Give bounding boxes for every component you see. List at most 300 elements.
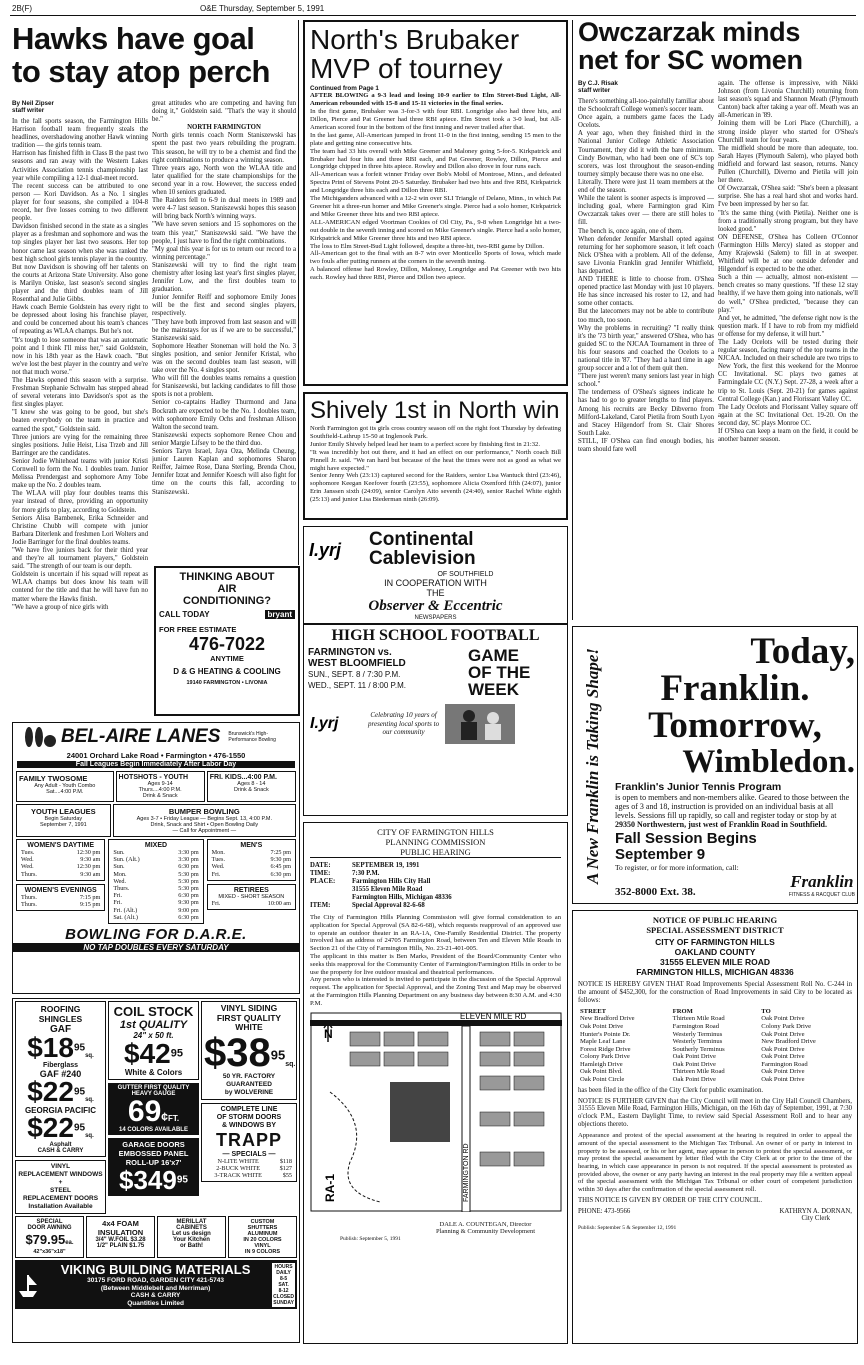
schedule-day: Sat. (Alt.) <box>113 913 138 921</box>
league-row <box>19 894 102 901</box>
bel-aire-lanes-ad <box>12 722 300 994</box>
vs-title: VINYL SIDING FIRST QUALITY WHITE <box>216 1003 282 1032</box>
brubaker-body: In the first game, Brubaker was 3-for-3 with four RBI. Longridge also had three hits, and Dillon, Pierce and Pat Greener had three RBI apiece. Elm Street took a 3-0 lead, but All-American scored four in the bottom of the first inning and never trailed after that. In the last game, All-American jumped in front 11-0 in the first inning, sending 15 men to the plate and getting nine consecutive hits. The team had 33 hits overall with Mike Greener and Maloney going 5-for-5. Kirkpatrick and Brubaker had four hits and three RBI each, and Pat Greener, Rowley, Dillon, Pierce and Longridge chipped in three hits apiece. Rowley and Dillon also drove in four runs each. All-American was a forfeit winner Friday over Bob's Mobil of Montrose, Minn., and defeated Spectra Print of Stevens Point 20-5 Saturday. Brubaker had two hits and five RBI, Kirkpatrick and Longridge three hits each and Dillon three RBI. The Michiganders advanced with a 12-2 win over SLI Triangle of Delano, Minn., in which Pat Greener hit a three-run homer and Mike Greener's single. Pierce had a solo homer, Kirkpatrick and Mike Greener three hits and two RBI apiece. ALL-AMERICAN edged Voortman Cookies of Oil City, Pa., 9-8 when Longridge hit a two-out double in the seventh inning and scored on Mike Greener's single. Pierce had a solo homer, Kirkpatrick and Mike Greener three hits and two RBI apiece. The loss to Elm Street-Bud Light followed, despite a three-hit, two-RBI game by Dillon. All-American got to the final with an 8-7 win over Monticello Sports of Iowa, which made two fouls after putting runners at the corners in the seventh inning. A balanced offense had Rowley, Dillon, Maloney, Longridge and Pat Greener with two hits each. Rowley had three RBI, Pierce and Dillon two apiece. <box>310 108 561 282</box>
cable-title: Continental Cablevision <box>369 529 476 569</box>
schedule-day: Sun. <box>113 863 125 871</box>
bel-aire-name: BEL-AIRE LANES <box>61 726 221 747</box>
cs-cents: 95 <box>170 1047 183 1060</box>
mens-leagues <box>207 839 296 881</box>
an-p4: Appearance and protest of the special assessment at the hearing is required in order to appeal the amount of the special assessment to the Michigan Tax Tribunal. An owner of or party in interest in property to be assessed, or his or her agent, may appear in person to protest the special assessment, or may protest the special assessment by letter filed with the City Clerk at or prior to the time of the hearing, in which case appearance in person is not required. If the special assessment is protested as provided above, the owner or any party having an interest in the real property may file a written appeal of the special assessment with the Michigan Tax Tribunal or other court of competent jurisdiction within 30 days after the confirmation of the special assessment roll. <box>578 1132 852 1194</box>
sd-size: 42"x36"x18" <box>33 1249 66 1255</box>
table-cell: Oak Point Circle <box>580 1076 625 1084</box>
door-awning <box>15 1216 84 1258</box>
table-cell: Colony Park Drive <box>580 1053 630 1061</box>
table-cell: Oak Point Drive <box>761 1015 805 1023</box>
brubaker-article <box>303 20 568 386</box>
cable-logo-small-icon <box>308 702 368 746</box>
foam-insulation <box>86 1216 155 1258</box>
pn-item: Special Approval 82-6-68 <box>352 902 425 909</box>
masthead: O&E Thursday, September 5, 1991 <box>200 4 325 13</box>
schedule-time: 9:30 pm <box>270 856 291 864</box>
fi-title: 4x4 FOAM INSULATION <box>97 1219 144 1237</box>
rs-title: ROOFING SHINGLES <box>38 1004 83 1024</box>
map-road1: ELEVEN MILE RD <box>460 1011 527 1021</box>
hawks-col2 <box>152 100 296 560</box>
brubaker-continued: Continued from Page 1 <box>310 85 379 92</box>
hs-detail: Ages 9-14 Thurs....4:00 P.M. Drink & Snack <box>138 781 182 799</box>
franklin-address: 29350 Northwestern, just west of Franklin Road in Southfield. <box>615 820 828 829</box>
viking-ship-icon <box>17 1271 39 1299</box>
table-header <box>578 1008 852 1016</box>
shively-headline: Shively 1st in North win <box>310 397 560 424</box>
fi-prices: 3/4" W.FOIL $3.28 1/2" PLAIN $1.75 <box>95 1237 146 1249</box>
table-cell: Thirteen Mile Road <box>672 1068 725 1076</box>
gaf-label: GAF <box>49 1024 72 1035</box>
bumper-bowling <box>113 804 296 837</box>
schedule-day: Sun. <box>113 849 125 856</box>
trapp-logo: TRAPP <box>215 1129 282 1150</box>
hawks-byline: By Neil Zipser staff writer <box>12 100 54 115</box>
map-zone: RA-1 <box>323 1173 337 1202</box>
coil-stock <box>108 1001 199 1080</box>
table-cell: Hamleigh Drive <box>580 1060 623 1068</box>
table-cell: Westerly Terminus <box>672 1030 723 1038</box>
table-cell: Oak Point Drive <box>672 1053 716 1061</box>
hotshots <box>116 771 205 802</box>
cable-matchup: FARMINGTON vs. WEST BLOOMFIELD <box>308 647 406 669</box>
gp-unit: sq. <box>85 1133 94 1139</box>
viking-footer <box>15 1260 297 1309</box>
schedule-time: $55 <box>282 1171 292 1179</box>
franklin-fall-session: Fall Session Begins September 9 <box>615 830 757 863</box>
schedule-time: 9:30 pm <box>178 899 199 907</box>
hawks-subhead: NORTH FARMINGTON <box>187 124 261 132</box>
gaf-price: $18 <box>27 1032 74 1063</box>
schedule-day: 3-TRACK WHITE <box>214 1171 262 1179</box>
league-row <box>111 899 200 906</box>
table-row <box>578 1031 852 1039</box>
league-row <box>19 901 102 908</box>
mc-text: MERILLAT CABINETS Let us design Your Kitchen or Bath! <box>172 1219 211 1249</box>
vs-warranty: 50 YR. FACTORY GUARANTEED by WOLVERINE <box>222 1072 276 1096</box>
womens-evenings <box>16 884 105 911</box>
schedule-day: Thurs. <box>21 870 37 878</box>
dg-heating-ad <box>154 566 300 716</box>
gaf240-unit: sq. <box>85 1097 94 1103</box>
svg-text:I.yrj: I.yrj <box>309 540 342 560</box>
asphalt-label: Asphalt CASH & CARRY <box>37 1142 84 1154</box>
league-row <box>210 871 293 878</box>
pn-place: Farmington Hills City Hall 31555 Eleven Mile Road Farmington Hills, Michigan 48336 <box>352 878 452 901</box>
dg-phone: 476-7022 <box>188 634 266 654</box>
schedule-day: Fri. (Alt.) <box>113 906 138 914</box>
brubaker-lead: AFTER BLOWING a 9-3 lead and losing 10-9 earlier to Elm Street-Bud Light, All-American rebounded with 15-8 and 15-11 victories in the final series. <box>310 92 561 108</box>
franklin-logo: Franklin <box>790 872 854 891</box>
viking-hours: HOURS DAILY 8-5 SAT. 8-12 CLOSED SUNDAY <box>273 1263 294 1306</box>
league-row <box>19 849 102 856</box>
table-cell: Oak Point Drive <box>580 1022 624 1030</box>
franklin-club: FITNESS & RACQUET CLUB <box>788 892 855 898</box>
table-row <box>578 1061 852 1069</box>
an-street-table <box>578 1008 852 1084</box>
league-row <box>19 871 102 878</box>
league-row <box>210 900 293 907</box>
an-p5: THIS NOTICE IS GIVEN BY ORDER OF THE CITY COUNCIL. <box>578 1196 763 1204</box>
owczarzak-headline: Owczarzak minds net for SC women <box>578 18 803 74</box>
schedule-time: 9:15 pm <box>79 901 101 909</box>
league-row <box>111 892 200 899</box>
viking-name: VIKING BUILDING MATERIALS <box>60 1262 251 1277</box>
schedule-day: Mon. <box>113 870 127 878</box>
pn-time: 7:30 P.M. <box>352 870 380 877</box>
franklin-franklin: Franklin. <box>660 668 810 709</box>
gaf-unit: sq. <box>85 1053 94 1059</box>
shively-article <box>303 392 568 520</box>
vr-text: VINYL REPLACEMENT WINDOWS + STEEL REPLACEMENT DOORS Installation Available <box>18 1163 103 1210</box>
cs-quality: 1st QUALITY <box>119 1019 188 1031</box>
cs-colors: White & Colors <box>124 1068 183 1077</box>
cu-text: CUSTOM SHUTTERS ALUMINUM IN 20 COLORS VINYL IN 9 COLORS <box>243 1219 282 1255</box>
schedule-time: $127 <box>279 1164 292 1172</box>
an-title: NOTICE OF PUBLIC HEARING SPECIAL ASSESSMENT DISTRICT <box>646 915 784 935</box>
pn-public-hearing: PUBLIC HEARING <box>310 847 561 858</box>
vinyl-siding <box>201 1001 297 1100</box>
franklin-tomorrow: Tomorrow, <box>648 705 822 746</box>
schedule-day: Fri. <box>113 899 123 907</box>
garage-doors <box>108 1138 199 1196</box>
franklin-wimbledon: Wimbledon. <box>682 744 855 780</box>
no-tap-doubles: NO TAP DOUBLES EVERY SATURDAY <box>13 943 299 952</box>
schedule-day: Mon. <box>211 849 225 856</box>
table-row <box>578 1015 852 1023</box>
storm-doors <box>201 1103 297 1183</box>
zoning-map <box>310 1012 562 1212</box>
schedule-time: 3:30 pm <box>178 849 199 856</box>
schedule-day: N-LITE WHITE <box>217 1157 259 1165</box>
franklin-register: To register, or for more information, call: <box>615 863 739 872</box>
hawks-col1: In the fall sports season, the Farmington Hills Harrison football team frequently steals the headlines, overshadowing another Hawk winning tradition — the girls tennis team. Harrison has finished fifth in Class B the past two seasons and ran away with the Western Lakes Activities Association tennis championship last year while compiling a 12-1 dual-meet record. The recent success can be attributed to one person — Kori Davidson. As a No. 1 singles player for four seasons, she compiled a 104-8 record, her five losses coming to two different people. Davidson finished second in the state as a singles player as a freshman and sophomore and was the top singles player her last two seasons. Her top honor came last season when she was ranked the best high school girls tennis player in the country. But now Davidson is showing off her talents on the courts at Arizona State University. Also gone is Marilyn Oniske, last season's second singles player and the third doubles team of Jill Rosenthal and Julie Gibbs. Hawk coach Bernie Goldstein has every right to be depressed about losing his franchise player, and could be concerned about his team's chances of repeating as WLAA champs. But he's not. "It's tough to lose someone that was an automatic point and I think I'll miss her," said Goldstein, now in his 18th year as the Hawk coach. "But we've lost the best player in the country and we're not that much worse." The Hawks opened this season with a surprise. Freshman Stephanie Schwalm has stepped ahead of several veterans into Davidson's spot as the first singles player. "I knew she was going to be good, but she's beaten everybody on the team in practice and earned the spot," Goldstein said. Three juniors are vying for the remaining three singles positions. Julie Heist, Lisa Trzeb and Jill Barringer are the candidates. Senior Jodie Whitehead teams with junior Kristi Cornwell to form the No. 1 doubles team. Junior Melissa Prendergast and sophomore Amy Tobe make up the No. 2 doubles team. The WLAA will play four doubles teams this year instead of three, providing an opportunity for more girls to play, according to Goldstein. Seniors Alisa Bambenek, Erika Schneider and Christine Chubb will compete with junior Barbara Diterlenk and freshmen Lori Wolters and Jodie Barringer for the final doubles teams. "We have five juniors back for their third year and they're all tournament players," Goldstein said. "The strength of our team is our depth. Goldstein is uncertain if his squad will repeat as WLAA champs but does know his team will contend for the title and that he will have fun no matter where the Hawks finish. "We have a group of nice girls with <box>12 118 148 611</box>
cs-price: $42 <box>124 1038 171 1069</box>
gaf-cents: 95 <box>73 1042 86 1054</box>
schedule-day: Fri. <box>211 899 221 907</box>
page-number: 2B(F) <box>12 4 32 13</box>
gp-price: $22 <box>27 1112 74 1143</box>
yl-title: YOUTH LEAGUES <box>31 807 96 816</box>
trapp-table <box>204 1158 294 1180</box>
an-phone: PHONE: 473-9566 <box>578 1207 631 1215</box>
an-city: CITY OF FARMINGTON HILLS OAKLAND COUNTY 31555 ELEVEN MILE ROAD FARMINGTON HILLS, MICHIGAN 48336 <box>636 937 794 977</box>
league-row <box>111 885 200 892</box>
fri-kids <box>207 771 296 802</box>
assessment-notice <box>572 910 858 1344</box>
league-row <box>210 849 293 856</box>
league-row <box>111 907 200 914</box>
fiberglass-label: Fiberglass <box>42 1062 78 1069</box>
bel-aire-address: 24001 Orchard Lake Road • Farmington • 476-1550 <box>66 751 246 760</box>
table-row <box>578 1023 852 1031</box>
vs-unit: sq. <box>285 1060 296 1068</box>
cable-paper: Observer & Eccentric <box>368 598 503 614</box>
womens-daytime <box>16 839 105 881</box>
schedule-time: 6:30 pm <box>270 870 291 878</box>
hawks-headline: Hawks have goal to stay atop perch <box>12 22 270 88</box>
league-row <box>111 856 200 863</box>
bb-title: BUMPER BOWLING <box>168 807 240 816</box>
table-cell: Oak Point Drive <box>761 1045 805 1053</box>
table-cell: Forest Ridge Drive <box>580 1045 631 1053</box>
mn-title: MEN'S <box>240 842 263 849</box>
vs-cents: 95 <box>270 1047 286 1063</box>
gd-title: GARAGE DOORS EMBOSSED PANEL ROLL-UP 16'x7' <box>118 1140 189 1167</box>
gaf240-price: $22 <box>27 1076 74 1107</box>
schedule-day: Tues. <box>211 856 226 864</box>
dg-call-today: CALL TODAY <box>159 610 210 619</box>
gut-cents: ¢ <box>161 1110 168 1124</box>
dg-headline: THINKING ABOUT AIR CONDITIONING? <box>179 571 275 607</box>
dg-free-estimate: FOR FREE ESTIMATE <box>159 625 237 634</box>
owczarzak-col2: again. The offense is impressive, with Nikki Johnson (from Livonia Churchill) returning from last season's squad and Shannon Meath (Plymouth Canton) back after taking a year off. Meath was an all-American in '89. Joining them will be Lori Place (Churchill), a strong inside player who started for O'Shea's Churchill team for four years. The midfield should be more than adequate, too. Sarah Hayes (Plymouth Salem), who played both midfield and forward last season, returns. Nancy Pullen (Churchill), Diverno and Pietila will join her there. Of Owczarzak, O'Shea said: "She's been a pleasant surprise. She has a real hard shot and works hard. I've been impressed by her so far. "It's the same thing (with Pietila). Neither one is from a traditionally strong program, but they have looked good." ON DEFENSE, O'Shea has Colleen O'Connor (Farmington Hills Mercy) slated as stopper and Amy Krajewski (Salem) to fill in at sweeper. Whitfield will be at one outside defender and Hilgendorf is expected to be the other. Such a thin — actually, almost non-existent — bench creates so many questions. "If these 12 stay healthy, if we have them going into nationals, we'll do well," O'Shea predicted, "because they can play." And yet, he admitted, "the defense right now is the question mark. If I have to rob from my midfield or offense for my defense, it will hurt." The Lady Ocelots will be tested during their regular season, facing many of the top teams in the NJCAA. Included on their schedule are two trips to New York, the first this weekend for the Monroe CC Invitational. SC plays two games at Farmingdale CC (N.Y.) Sept. 27-28, a week after a trip to St. Louis (Sept. 20-21) for games against Central College (Kan.) and Florissant Valley CC. The Lady Ocelots and Florissant Valley square off again at the SC Invitational Oct. 19-20. On the second day, SC plays Monroe CC. If O'Shea can keep a team on the field, it could be another banner season. <box>718 80 858 444</box>
an-signature: KATHRYN A. DORNAN, City Clerk <box>779 1207 852 1222</box>
an-p2: has been filed in the office of the City Clerk for public examination. <box>578 1086 764 1094</box>
pn-label-item: ITEM: <box>310 902 331 909</box>
schedule-day: Tues. <box>21 849 35 856</box>
gut-unit: FT. <box>167 1114 180 1123</box>
schedule-day: Wed. <box>113 877 127 885</box>
we-title: WOMEN'S EVENINGS <box>24 886 97 894</box>
column-header: FROM <box>672 1007 693 1015</box>
schedule-day: 2-BUCK WHITE <box>216 1164 260 1172</box>
custom-shutters <box>228 1216 297 1258</box>
mn-table <box>210 849 293 878</box>
cable-dates: SUN., SEPT. 8 / 7:30 P.M. WED., SEPT. 11 / 8:00 P.M. <box>308 670 406 690</box>
hs-title: HOTSHOTS - YOUTH <box>118 774 189 781</box>
table-cell: Oak Point Drive <box>672 1060 716 1068</box>
gd-price: $349 <box>119 1165 177 1195</box>
cablevision-ad <box>303 526 568 816</box>
viking-ad <box>12 998 300 1343</box>
schedule-day: Wed. <box>211 863 225 871</box>
an-p1: NOTICE IS HEREBY GIVEN THAT Road Improvements Special Assessment Roll No. C-244 in the amount of $452,300, for the construction of Road Improvements in said City to be located as follows: <box>578 981 852 1004</box>
table-cell: Oak Point Drive <box>761 1030 805 1038</box>
franklin-body: is open to members and non-members alike. Geared to those between the ages of 3 and 18, instruction is provided on an individual basis at all levels. Sessions fill up rapidly, so call and register today or stop by at <box>615 793 850 820</box>
schedule-time: 7:25 pm <box>270 849 291 856</box>
schedule-day: Thurs. <box>113 885 130 893</box>
an-publish: Publish: September 5 & September 12, 1991 <box>578 1224 677 1231</box>
pn-label-time: TIME: <box>310 870 331 877</box>
an-p3: NOTICE IS FURTHER GIVEN that the City Council will meet in the City Hall Council Chambers, 31555 Eleven Mile Road, Farmington Hills, Michigan, on the 16th day of September, 1991, at 7:30 o'clock P.M., Eastern Daylight Time, to review said Special Assessment Roll and to hear any objections thereto. <box>578 1097 852 1129</box>
league-row <box>210 863 293 870</box>
schedule-time: 5:30 pm <box>178 877 199 885</box>
special-row <box>204 1165 294 1172</box>
we-table <box>19 894 102 908</box>
schedule-time: $118 <box>279 1157 292 1165</box>
schedule-time: 6:30 pm <box>178 892 199 900</box>
table-row <box>578 1076 852 1084</box>
league-row <box>111 871 200 878</box>
schedule-day: Thurs. <box>21 893 37 901</box>
table-cell: Southerly Terminus <box>672 1045 725 1053</box>
pn-publish: Publish: September 5, 1991 <box>340 1235 401 1242</box>
cs-title: COIL STOCK <box>113 1004 194 1019</box>
table-cell: Westerly Terminus <box>672 1038 723 1046</box>
pn-date: SEPTEMBER 19, 1991 <box>352 862 420 869</box>
column-header: TO <box>761 1007 771 1015</box>
schedule-time: 3:30 pm <box>178 856 199 864</box>
bel-aire-fall: Fall Leagues Begin Immediately After Labor Day <box>17 761 295 768</box>
franklin-side-slogan: A New Franklin is Taking Shape! <box>583 647 602 885</box>
schedule-time: 9:30 am <box>80 870 101 878</box>
rt-detail: MIXED - SHORT SEASON <box>218 893 285 900</box>
schedule-time: 7:15 pm <box>79 893 101 901</box>
dg-company: D & G HEATING & COOLING <box>173 667 281 676</box>
pn-label-place: PLACE: <box>310 878 336 885</box>
cable-cooperation: IN COOPERATION WITH THE <box>384 578 487 598</box>
table-cell: Oak Point Drive <box>761 1076 805 1084</box>
schedule-time: 6:45 pm <box>270 863 291 871</box>
bel-aire-tagline: Brunswick's High-Performance Bowling <box>228 731 276 743</box>
schedule-day: Sun. (Alt.) <box>113 856 140 864</box>
gut-colors: 14 COLORS AVAILABLE <box>119 1127 188 1133</box>
hawks-col2-top: great attitudes who are competing and having fun doing it," Goldstein said. "That's the way it should be." <box>152 100 296 124</box>
cable-gotw: GAME OF THE WEEK <box>468 646 531 699</box>
map-road2: FARMINGTON RD <box>463 1142 470 1202</box>
cable-celebrating: Celebrating 10 years of presenting local sports to our community <box>368 711 440 737</box>
table-cell: Oak Point Drive <box>761 1053 805 1061</box>
owczarzak-col1: There's something all-too-painfully familiar about the Schoolcraft College women's soccer team. Once again, a numbers game faces the Lady Ocelots. A year ago, when they finished third in the National Junior College Athletic Association Tournament, they did it with the bare minimum. Cindy Bowman, who had been one of SC's top scorers, was lost throughout the season-ending tourney simply because there was no one else. Literally. There were just 11 team members at the end of the season. While the talent is sooner aspects is improved — including goal, where Farmington grad Kim Owczarzak takes over — there are still holes to fill. The bench is, once again, one of them. When defender Jennifer Marshall opted against returning for her sophomore season, it left coach Nick O'Shea with a problem. All of the defense, save Livonia Franklin grad Jennifer Whitfield, has departed. AND THERE is little to choose from. O'Shea opened practice last Monday with just 10 players. He has since increased his roster to 12, and had some other contacts. But the latecomers may not be able to contribute too much, too soon. Why the problems in recruiting? "I really think it's the '73 birth year," answered O'Shea, who has guided SC to the NJCAA Tournament in three of his four seasons and coached the Ocelots to a national title in '87. "They had a hard time in age group soccer and a lot of them quit then. "There just weren't many seniors last year in high school." The tenderness of O'Shea's signees indicate he has had to go to greater lengths to find players. Among his recruits are Becky Dibverno from Milford-Lakeland, Carol Pietila from South Lyon and Stacey Hilgendorf from St. Clair Shores South Lake. STILL, IF O'Shea can find enough bodies, his team should fare well <box>578 98 714 454</box>
vs-price: $38 <box>204 1030 271 1075</box>
georgia-pacific-label: GEORGIA PACIFIC <box>24 1106 97 1115</box>
table-row <box>578 1053 852 1061</box>
schedule-time: 12:30 pm <box>76 863 101 871</box>
yl-detail: Begin Saturday September 7, 1991 <box>39 816 87 828</box>
cable-sub: OF SOUTHFIELD <box>437 571 494 578</box>
cable-newspapers: NEWSPAPERS <box>414 615 457 621</box>
table-row <box>578 1068 852 1076</box>
gutter <box>108 1083 199 1135</box>
table-cell: Colony Park Drive <box>761 1022 812 1030</box>
table-cell: Thirteen Mile Road <box>672 1015 725 1023</box>
fk-title: FRI. KIDS...4:00 P.M. <box>209 774 277 781</box>
bryant-logo: bryant <box>265 610 295 619</box>
fk-detail: Ages 8 - 14 Drink & Snack <box>233 781 269 793</box>
brubaker-headline: North's Brubaker MVP of tourney <box>310 24 520 84</box>
subject-property <box>390 1082 450 1142</box>
cl-text: COMPLETE LINE OF STORM DOORS & WINDOWS BY <box>216 1105 282 1129</box>
league-row <box>111 863 200 870</box>
mx-table <box>111 849 200 921</box>
franklin-ad <box>572 626 858 904</box>
league-row <box>111 849 200 856</box>
league-row <box>210 856 293 863</box>
youth-leagues <box>16 804 111 837</box>
schedule-time: 6:30 pm <box>178 913 199 921</box>
wd-title: WOMEN'S DAYTIME <box>27 842 95 849</box>
table-cell: Oak Point Blvd. <box>580 1068 623 1076</box>
table-cell: Maple Leaf Lane <box>580 1038 626 1046</box>
league-row <box>19 863 102 870</box>
schedule-day: Fri. <box>113 892 123 900</box>
pn-city: CITY OF FARMINGTON HILLS PLANNING COMMISSION <box>377 827 494 847</box>
table-cell: Hunter's Pointe Dr. <box>580 1030 631 1038</box>
league-row <box>19 856 102 863</box>
hawks-col2-body: North girls tennis coach Norm Staniszewski has spent the past two years rebuilding the program. This season, he will try to be a chemist and find the right combinations to produce a winning season. Three years ago, North won the WLAA title and later qualified for the state championships for the second year in a row. However, the success ended when 10 seniors graduated. The Raiders fell to 6-9 in dual meets in 1989 and were 4-7 last season. Staniszewski hopes this season will bring back North's winning ways. "We have seven seniors and 15 sophomores on the team this year," Staniszewski said. "We have the people, I just have to find the right combinations. "My goal this year is for us to return our record to a winning percentage." Staniszewski will try to find the right team chemistry after losing last year's first singles player, Jennifer Low, and the first doubles team to graduation. Junior Jennifer Reiff and sophomore Emily Jones will be the first and second singles players, respectively. "They have both improved from last season and will be the mainstays for us if we are to be successful," Staniszewski said. Sophomore Heather Stoneman will hold the No. 3 singles position, and senior Jennifer Kristal, who was on the second doubles team last season, will take over the No. 4 singles spot. Who will fill the doubles teams remains a question for Staniszewski, but lacking candidates to fill those spots is not a problem. Senior co-captains Hadley Thurmond and Jana Bockrath are expected to be the No. 1 doubles team, with sophomore Emily Ochs and freshman Allison Walton the second team. Staniszewski expects sophomore Renee Chou and senior Margie Lifsey to be the third duo. Seniors Taryn Israel, Jaya Oza, Melinda Cheung, junior Lauren Kaplan and sophomores Sharon Reiffer, Jaimee Rose, Dana Sterling, Brenda Chou, Jennifer Izzat and Jennifer Koesch will also fight for time on the courts this fall, according to Staniszewski. <box>152 132 296 496</box>
football-players-photo <box>439 702 519 746</box>
franklin-phone: 352-8000 Ext. 38. <box>615 886 696 898</box>
schedule-day: Thurs. <box>21 901 37 909</box>
table-row <box>578 1038 852 1046</box>
gaf240-cents: 95 <box>73 1086 86 1098</box>
gaf240-label: GAF #240 <box>39 1069 82 1079</box>
pn-body: The City of Farmington Hills Planning Commission will give formal consideration to an application for Special Approval (SA 82-6-68), which requests reapproval of an approved use to operate an outdoor theater in an RA-1A, One-Family Residential District. The property involved has an address of 24705 Farmington Road, between Ten and Eleven Mile Roads in Section 21 of the City of Farmington Hills, No. 23-21-401-005. The applicant in this matter is Ben Marks, President of the Board/Community Center who seeks this reapproval for the Community Center of Farmington/Farmington Hills in order to be use the property for live outdoor musical and theatrical performances. Any person who is interested is invited to participate in the discussion of the Special Approval request. The application for Special Approval, and the Zoning Text and Map may be observed at the Farmington Hills Planning Department on any business day between 8:30 A.M. and 4:30 P.M. <box>310 914 561 1007</box>
table-cell: Oak Point Drive <box>672 1076 716 1084</box>
table-cell: New Bradford Drive <box>761 1038 816 1046</box>
cs-size: 24" x 50 ft. <box>133 1031 174 1040</box>
bb-detail: Ages 3-7 • Friday League — Begins Sept. 13, 4:00 P.M. Drink, Snack and Shirt • Open Bowling Daily — Call for Appointment — <box>136 816 273 834</box>
map-north: N <box>324 1026 333 1041</box>
owczarzak-byline: By C.J. Risak staff writer <box>578 80 618 95</box>
sd-unit: ea. <box>65 1240 74 1246</box>
gp-cents: 95 <box>73 1122 86 1134</box>
wd-table <box>19 849 102 878</box>
gut-title: GUTTER FIRST QUALITY HEAVY GAUGE <box>117 1085 190 1097</box>
schedule-day: Wed. <box>21 863 34 871</box>
league-row <box>111 914 200 921</box>
schedule-day: Wed. <box>21 856 34 864</box>
planning-notice <box>303 822 568 1344</box>
ft-detail: Any Adult - Youth Combo Sat....4:00 P.M. <box>34 783 96 795</box>
sd-title: SPECIAL DOOR AWNING <box>27 1219 72 1231</box>
rt-table <box>210 900 293 907</box>
column-header: STREET <box>580 1007 607 1015</box>
table-cell: Farmington Road <box>761 1060 808 1068</box>
schedule-time: 5:30 pm <box>178 885 199 893</box>
mixed-leagues <box>108 839 203 924</box>
table-cell: Oak Point Drive <box>761 1068 805 1076</box>
special-row <box>204 1172 294 1179</box>
cablevision-logo-icon <box>307 536 363 562</box>
bowling-for-dare: BOWLING FOR D.A.R.E. <box>65 926 247 944</box>
schedule-day: Fri. <box>211 870 221 878</box>
table-row <box>578 1046 852 1054</box>
ft-title: FAMILY TWOSOME <box>19 774 88 783</box>
schedule-time: 5:30 pm <box>178 870 199 878</box>
schedule-time: 9:30 am <box>80 856 101 864</box>
league-row <box>111 878 200 885</box>
viking-address: 30175 FORD ROAD, GARDEN CITY 421-5743 (Between Middlebelt and Merriman) CASH & CARRY Quantities Limited <box>87 1277 224 1307</box>
special-row <box>204 1158 294 1165</box>
franklin-today: Today, <box>750 633 855 672</box>
dg-address: 19140 FARMINGTON • LIVONIA <box>186 680 268 686</box>
schedule-time: 12:30 pm <box>76 849 101 856</box>
pn-signature: DALE A. COUNTEGAN, Director Planning & Community Development <box>435 1220 536 1236</box>
mx-title: MIXED <box>144 842 168 849</box>
merillat-cabinets <box>157 1216 226 1258</box>
schedule-time: 10:00 am <box>267 899 291 907</box>
vinyl-replacement <box>15 1160 106 1214</box>
table-cell: Farmington Road <box>672 1022 720 1030</box>
cable-hsf: HIGH SCHOOL FOOTBALL <box>304 623 567 645</box>
shively-body: North Farmington got its girls cross country season off on the right foot Thursday by defeating Southfield-Lathrup 15-50 at Inglenook Park. Junior Emily Shively helped lead her team to a perfect score by finishing first in 21:32. "It was incredibly hot out there, and it had an effect on our performance," North coach Bill Pinnell Jr. said. "We ran hard but because of the heat the times were not as good as what we might have expected." Senior Jenny Weh (23:13) captured second for the Raiders, senior Lisa Wantuck third (23:46), sophomore Keegan Keefover fourth (23:55), sophomore Alicia Oxenford fifth (24:07), junior Erin Janssen sixth (24:09), senior Carolyn Atto seventh (24:40), senior Rachel White eighth (25:13) and junior Lisa Biederman ninth (26:09). <box>310 425 561 504</box>
trapp-specials: — SPECIALS — <box>222 1150 276 1158</box>
sd-price: $79.95 <box>25 1232 66 1247</box>
franklin-jtp: Franklin's Junior Tennis Program <box>615 781 782 793</box>
schedule-time: 6:30 pm <box>178 863 199 871</box>
bowling-pins-icon <box>17 725 57 749</box>
retirees <box>207 884 296 910</box>
pn-label-date: DATE: <box>310 862 331 869</box>
family-twosome <box>16 771 114 802</box>
svg-text:I.yrj: I.yrj <box>310 715 339 732</box>
